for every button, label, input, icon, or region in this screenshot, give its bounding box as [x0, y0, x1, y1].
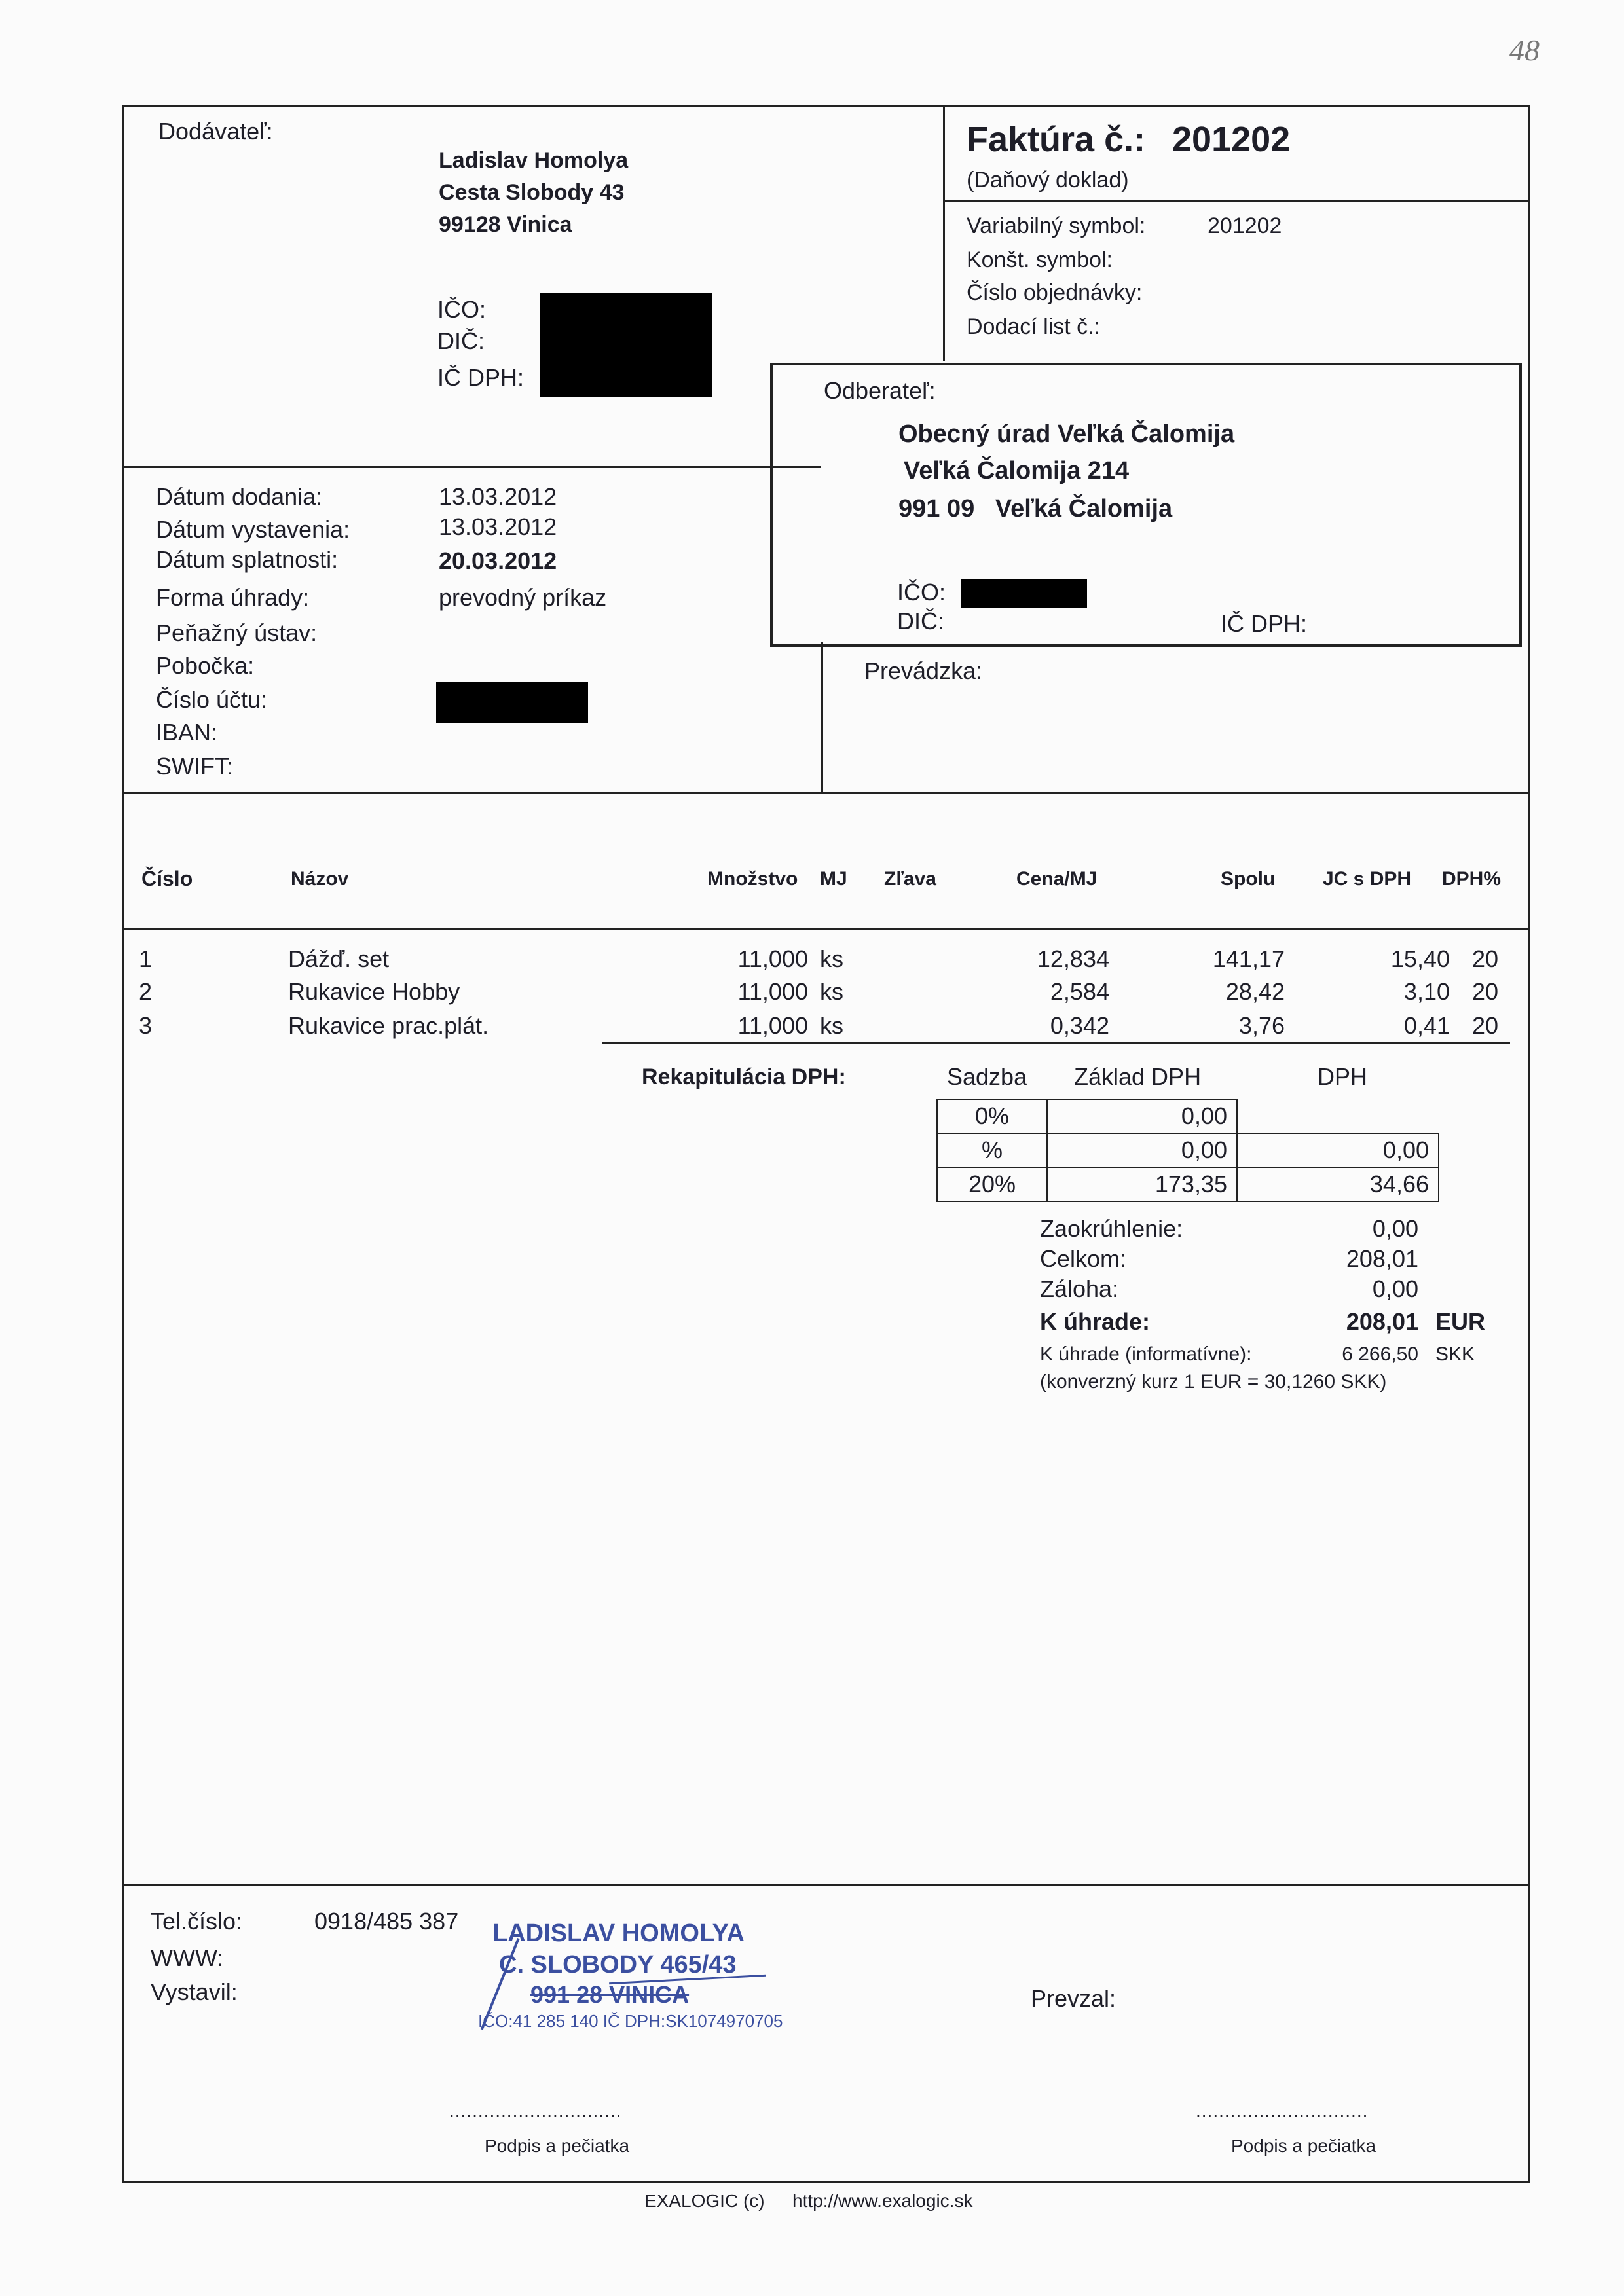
row-unit: ks	[820, 1012, 843, 1039]
order-number-label: Číslo objednávky:	[967, 280, 1143, 305]
amount-due-info-value: 6 266,50	[1342, 1343, 1418, 1365]
vat-base-cell: 0,00	[1046, 1099, 1238, 1134]
due-date-value: 20.03.2012	[439, 547, 557, 574]
row-vat-pct: 20	[1472, 945, 1499, 972]
col-header-qty: Množstvo	[707, 868, 798, 890]
row-qty: 11,000	[737, 945, 808, 972]
col-header-total: Spolu	[1221, 868, 1276, 890]
divider-supplier-dates	[122, 466, 821, 468]
received-label: Prevzal:	[1031, 1985, 1116, 2012]
col-header-vat-pct: DPH%	[1442, 868, 1502, 890]
stamp-line-1: LADISLAV HOMOLYA	[492, 1920, 745, 1947]
amount-due-value: 208,01	[1346, 1308, 1418, 1335]
conversion-note: (konverzný kurz 1 EUR = 30,1260 SKK)	[1040, 1371, 1387, 1393]
col-header-price-vat: JC s DPH	[1323, 868, 1412, 890]
row-price-vat: 3,10	[1403, 978, 1450, 1005]
due-date-label: Dátum splatnosti:	[156, 546, 339, 573]
row-vat-pct: 20	[1472, 978, 1499, 1005]
col-header-unit-price: Cena/MJ	[1016, 868, 1098, 890]
row-total: 141,17	[1212, 945, 1285, 972]
premises-label: Prevádzka:	[864, 657, 983, 684]
payment-method-value: prevodný príkaz	[439, 584, 607, 611]
signature-label-right: Podpis a pečiatka	[1231, 2136, 1376, 2156]
amount-due-currency: EUR	[1435, 1308, 1486, 1335]
www-label: WWW:	[151, 1944, 224, 1971]
software-url: http://www.exalogic.sk	[792, 2191, 973, 2211]
divider-header-vertical	[943, 105, 945, 361]
stamp-line-4: IČO:41 285 140 IČ DPH:SK1074970705	[478, 2011, 783, 2031]
branch-label: Pobočka:	[156, 652, 255, 679]
row-unit: ks	[820, 945, 843, 972]
phone-label: Tel.číslo:	[151, 1908, 243, 1935]
issue-date-label: Dátum vystavenia:	[156, 516, 350, 543]
signature-dots-left: ..............................	[449, 2100, 622, 2121]
delivery-date-label: Dátum dodania:	[156, 483, 323, 510]
row-name: Rukavice Hobby	[288, 978, 460, 1005]
row-unit-price: 2,584	[1050, 978, 1109, 1005]
invoice-number: 201202	[1172, 120, 1291, 159]
col-header-unit: MJ	[820, 868, 847, 890]
stamp-line-3: 991 28 VINICA	[530, 1981, 690, 2008]
supplier-city: 99128 Vinica	[439, 212, 572, 237]
issue-date-value: 13.03.2012	[439, 513, 557, 540]
amount-due-label: K úhrade:	[1040, 1308, 1151, 1335]
customer-name: Obecný úrad Veľká Čalomija	[898, 420, 1235, 448]
row-price-vat: 15,40	[1390, 945, 1450, 972]
row-unit-price: 12,834	[1037, 945, 1109, 972]
supplier-ids-redaction	[540, 293, 712, 397]
row-total: 3,76	[1238, 1012, 1285, 1039]
advance-label: Záloha:	[1040, 1275, 1119, 1302]
row-unit: ks	[820, 978, 843, 1005]
divider-premises-vertical	[821, 642, 823, 793]
vat-amount-cell: 0,00	[1236, 1133, 1439, 1168]
vat-rate-cell: 20%	[936, 1167, 1048, 1202]
phone-value: 0918/485 387	[314, 1908, 459, 1935]
total-value: 208,01	[1346, 1245, 1418, 1272]
signature-dots-right: ..............................	[1196, 2100, 1369, 2121]
col-header-num: Číslo	[141, 867, 193, 890]
row-name: Dážď. set	[288, 945, 390, 972]
vat-rate-cell: 0%	[936, 1099, 1048, 1134]
row-qty: 11,000	[737, 1012, 808, 1039]
row-num: 3	[139, 1012, 153, 1039]
iban-label: IBAN:	[156, 719, 218, 746]
vat-base-cell: 0,00	[1046, 1133, 1238, 1168]
amount-due-info-currency: SKK	[1435, 1343, 1475, 1365]
software-credit: EXALOGIC (c)	[644, 2191, 765, 2211]
amount-due-info-label: K úhrade (informatívne):	[1040, 1343, 1252, 1365]
customer-street: Veľká Čalomija 214	[904, 457, 1130, 484]
issued-by-label: Vystavil:	[151, 1978, 238, 2005]
customer-heading: Odberateľ:	[824, 377, 936, 404]
supplier-name: Ladislav Homolya	[439, 148, 629, 173]
delivery-note-label: Dodací list č.:	[967, 314, 1101, 339]
signature-label-left: Podpis a pečiatka	[485, 2136, 630, 2156]
total-label: Celkom:	[1040, 1245, 1127, 1272]
swift-label: SWIFT:	[156, 753, 233, 780]
supplier-heading: Dodávateľ:	[158, 118, 273, 145]
vat-base-cell: 173,35	[1046, 1167, 1238, 1202]
row-total: 28,42	[1225, 978, 1285, 1005]
vat-recap-title: Rekapitulácia DPH:	[642, 1065, 846, 1089]
const-symbol-label: Konšt. symbol:	[967, 247, 1113, 272]
vat-base-header: Základ DPH	[1074, 1063, 1202, 1090]
vat-amount-header: DPH	[1318, 1063, 1368, 1090]
supplier-street: Cesta Slobody 43	[439, 180, 625, 205]
delivery-date-value: 13.03.2012	[439, 483, 557, 510]
customer-icdph-label: IČ DPH:	[1221, 610, 1308, 637]
row-num: 2	[139, 978, 153, 1005]
customer-ico-label: IČO:	[897, 579, 946, 606]
invoice-title-label: Faktúra č.:	[967, 120, 1146, 159]
vat-amount-cell: 34,66	[1236, 1167, 1439, 1202]
divider-header-bottom	[122, 792, 1530, 794]
stamp-line-2: C. SLOBODY 465/43	[499, 1951, 737, 1978]
divider-items-bottom	[602, 1042, 1510, 1044]
vat-rate-cell: %	[936, 1133, 1048, 1168]
row-price-vat: 0,41	[1403, 1012, 1450, 1039]
variable-symbol-label: Variabilný symbol:	[967, 213, 1146, 238]
divider-footer-top	[122, 1884, 1530, 1886]
bank-label: Peňažný ústav:	[156, 619, 318, 646]
col-header-discount: Zľava	[884, 868, 936, 890]
account-label: Číslo účtu:	[156, 686, 268, 713]
advance-value: 0,00	[1372, 1275, 1418, 1302]
customer-city: 991 09 Veľká Čalomija	[898, 495, 1173, 522]
divider-invoice-title	[943, 200, 1530, 202]
payment-method-label: Forma úhrady:	[156, 584, 310, 611]
supplier-ico-label: IČO:	[437, 296, 487, 323]
row-vat-pct: 20	[1472, 1012, 1499, 1039]
rounding-label: Zaokrúhlenie:	[1040, 1215, 1183, 1242]
row-qty: 11,000	[737, 978, 808, 1005]
customer-dic-label: DIČ:	[897, 608, 944, 634]
supplier-icdph-label: IČ DPH:	[437, 364, 525, 391]
divider-table-header	[122, 928, 1530, 930]
supplier-dic-label: DIČ:	[437, 327, 485, 354]
row-name: Rukavice prac.plát.	[288, 1012, 489, 1039]
rounding-value: 0,00	[1372, 1215, 1418, 1242]
handwritten-page-note: 48	[1509, 33, 1540, 67]
row-num: 1	[139, 945, 153, 972]
vat-rate-header: Sadzba	[947, 1063, 1027, 1090]
row-unit-price: 0,342	[1050, 1012, 1109, 1039]
col-header-name: Názov	[291, 868, 349, 890]
account-redaction	[436, 682, 588, 723]
invoice-subtitle: (Daňový doklad)	[967, 168, 1129, 192]
variable-symbol-value: 201202	[1208, 213, 1282, 238]
customer-ico-redaction	[961, 579, 1087, 608]
